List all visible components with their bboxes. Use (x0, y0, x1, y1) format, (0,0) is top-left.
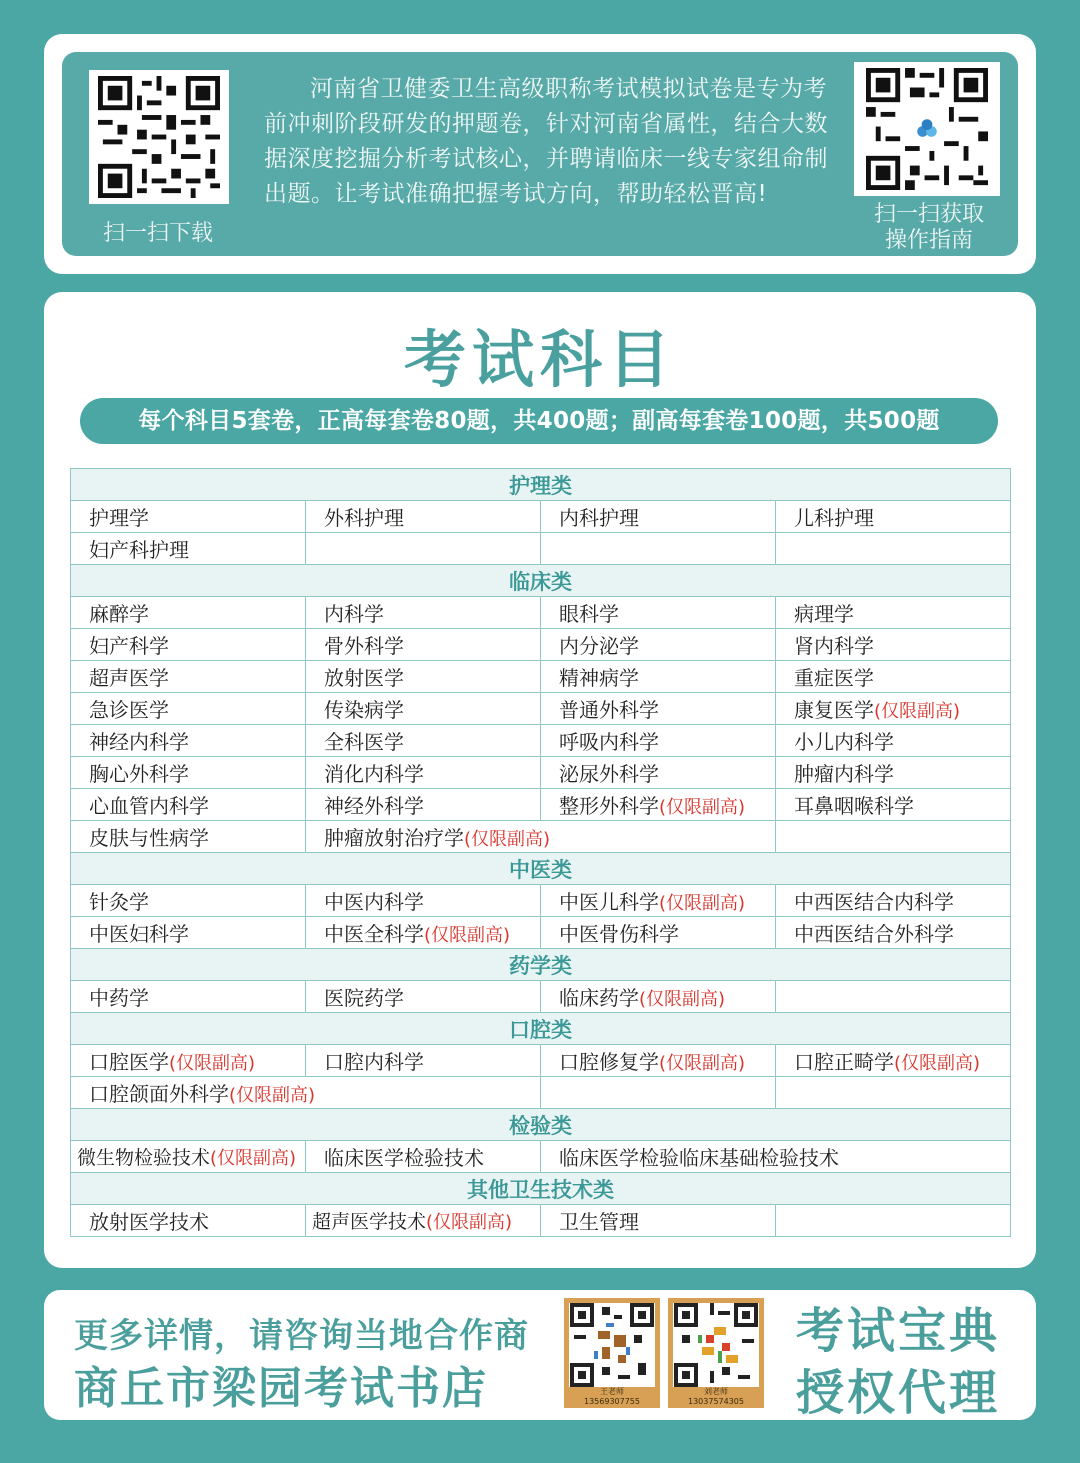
subject-name: 中医儿科学 (559, 890, 659, 914)
subject-name: 耳鼻咽喉科学 (794, 794, 914, 818)
subject-name: 超声医学技术 (312, 1211, 427, 1233)
subject-cell (776, 725, 1011, 757)
table-row (71, 789, 1011, 821)
agent-label: 授权代理 (796, 1365, 1001, 1421)
subject-cell (541, 501, 776, 533)
subject-name: 口腔修复学 (559, 1050, 659, 1074)
subject-cell (541, 1077, 776, 1109)
subject-cell (776, 533, 1011, 565)
subject-cell (71, 821, 306, 853)
table-row (71, 1077, 1011, 1109)
subject-cell (541, 725, 776, 757)
subject-name: 消化内科学 (324, 762, 424, 786)
category-title: 临床类 (71, 565, 1011, 597)
qr-code-icon (95, 76, 223, 198)
table-row (71, 757, 1011, 789)
subject-cell (71, 725, 306, 757)
subject-name: 超声医学 (89, 666, 169, 690)
subject-name: 胸心外科学 (89, 762, 189, 786)
subject-cell (306, 1205, 541, 1237)
subject-cell (306, 917, 541, 949)
subject-cell (71, 789, 306, 821)
subject-cell (776, 757, 1011, 789)
subject-cell (541, 757, 776, 789)
authorization-text (796, 1300, 1000, 1424)
guide-qr-caption (844, 202, 1014, 254)
subject-cell (541, 693, 776, 725)
subject-name: 中医全科学 (324, 922, 424, 946)
subject-cell (306, 501, 541, 533)
subject-cell (71, 597, 306, 629)
subject-name: 儿科护理 (794, 506, 874, 530)
subject-name: 中医内科学 (324, 890, 424, 914)
subject-cell (776, 1077, 1011, 1109)
subject-name: 内科护理 (559, 506, 639, 530)
deputy-senior-only-note: (仅限副高) (659, 1053, 746, 1074)
subject-cell (776, 597, 1011, 629)
category-title: 其他卫生技术类 (71, 1173, 1011, 1205)
table-row (71, 629, 1011, 661)
intro-panel (62, 52, 1018, 256)
subject-cell (306, 661, 541, 693)
table-row (71, 885, 1011, 917)
subject-name: 整形外科学 (559, 794, 659, 818)
dealer-name: 商丘市梁园考试书店 (74, 1363, 488, 1414)
subject-cell (306, 629, 541, 661)
subject-name: 中医妇科学 (89, 922, 189, 946)
contact-qr-card-1[interactable] (564, 1298, 660, 1408)
guide-qr-caption-line1: 扫一扫获取 (873, 202, 984, 227)
table-row (71, 533, 1011, 565)
subject-cell (541, 629, 776, 661)
subject-name: 普通外科学 (559, 698, 659, 722)
subject-name: 传染病学 (324, 698, 404, 722)
table-row (71, 1141, 1011, 1173)
subject-cell (306, 597, 541, 629)
contact-phone: 13037574305 (688, 1397, 744, 1406)
subject-cell (776, 693, 1011, 725)
category-title: 药学类 (71, 949, 1011, 981)
download-qr-code[interactable] (89, 70, 229, 204)
subject-cell (71, 1205, 306, 1237)
download-qr-caption: 扫一扫下载 (102, 221, 213, 246)
subject-cell (541, 597, 776, 629)
table-row (71, 821, 1011, 853)
subject-cell (306, 981, 541, 1013)
table-row (71, 661, 1011, 693)
subject-name: 全科医学 (324, 730, 404, 754)
subjects-card (44, 292, 1036, 1268)
subject-cell (541, 981, 776, 1013)
guide-qr-caption-line2: 操作指南 (884, 228, 973, 253)
subject-name: 临床医学检验技术 (324, 1146, 484, 1170)
subject-name: 重症医学 (794, 666, 874, 690)
subject-cell (776, 789, 1011, 821)
contact-qr-code (569, 1303, 655, 1387)
subject-cell (541, 1141, 1011, 1173)
subject-name: 口腔内科学 (324, 1050, 424, 1074)
subject-cell (776, 1045, 1011, 1077)
table-row (71, 981, 1011, 1013)
top-card (44, 34, 1036, 274)
deputy-senior-only-note: (仅限副高) (894, 1053, 981, 1074)
subject-name: 神经内科学 (89, 730, 189, 754)
subject-name: 皮肤与性病学 (89, 826, 209, 850)
contact-prompt: 更多详情，请咨询当地合作商 (74, 1316, 529, 1356)
subject-name: 中西医结合内科学 (794, 890, 954, 914)
subject-cell (306, 757, 541, 789)
deputy-senior-only-note: (仅限副高) (874, 701, 961, 722)
category-title: 检验类 (71, 1109, 1011, 1141)
deputy-senior-only-note: (仅限副高) (659, 797, 746, 818)
subject-name: 卫生管理 (559, 1210, 639, 1234)
qr-code-icon (860, 68, 994, 190)
subject-name: 临床药学 (559, 986, 639, 1010)
subject-cell (776, 981, 1011, 1013)
table-row (71, 1045, 1011, 1077)
deputy-senior-only-note: (仅限副高) (169, 1053, 256, 1074)
subject-cell (306, 725, 541, 757)
subject-cell (541, 533, 776, 565)
subject-name: 中西医结合外科学 (794, 922, 954, 946)
subject-cell (71, 981, 306, 1013)
subjects-table-body (71, 469, 1011, 1237)
table-row (71, 597, 1011, 629)
subject-name: 急诊医学 (89, 698, 169, 722)
subject-name: 中医骨伤科学 (559, 922, 679, 946)
subject-cell (71, 1141, 306, 1173)
deputy-senior-only-note: (仅限副高) (659, 893, 746, 914)
category-title: 口腔类 (71, 1013, 1011, 1045)
subject-name: 外科护理 (324, 506, 404, 530)
subject-name: 神经外科学 (324, 794, 424, 818)
subject-cell (541, 1045, 776, 1077)
subject-name: 口腔正畸学 (794, 1050, 894, 1074)
subject-cell (71, 885, 306, 917)
subject-cell (541, 661, 776, 693)
table-row (71, 725, 1011, 757)
category-header-row (71, 1013, 1011, 1045)
subject-name: 病理学 (794, 602, 854, 626)
subject-cell (776, 821, 1011, 853)
subject-name: 小儿内科学 (794, 730, 894, 754)
category-title: 护理类 (71, 469, 1011, 501)
subject-name: 眼科学 (559, 602, 619, 626)
subject-name: 妇产科学 (89, 634, 169, 658)
subject-name: 口腔医学 (89, 1050, 169, 1074)
qr-code-icon (673, 1303, 759, 1387)
subject-cell (541, 917, 776, 949)
subject-cell (71, 661, 306, 693)
subject-cell (776, 1205, 1011, 1237)
contact-name: 王老师 (600, 1387, 624, 1396)
subject-cell (71, 533, 306, 565)
subject-name: 中药学 (89, 986, 149, 1010)
subject-name: 内分泌学 (559, 634, 639, 658)
subject-cell (306, 1141, 541, 1173)
subject-name: 口腔颌面外科学 (89, 1082, 229, 1106)
category-header-row (71, 1173, 1011, 1205)
deputy-senior-only-note: (仅限副高) (464, 829, 551, 850)
category-header-row (71, 469, 1011, 501)
subject-cell (776, 917, 1011, 949)
guide-qr-code[interactable] (854, 62, 1000, 196)
table-row (71, 917, 1011, 949)
table-row (71, 1205, 1011, 1237)
category-title: 中医类 (71, 853, 1011, 885)
category-header-row (71, 565, 1011, 597)
contact-phone: 13569307755 (584, 1397, 640, 1406)
subject-name: 医院药学 (324, 986, 404, 1010)
deputy-senior-only-note: (仅限副高) (426, 1212, 513, 1233)
category-header-row (71, 1109, 1011, 1141)
subject-name: 放射医学 (324, 666, 404, 690)
subject-name: 放射医学技术 (89, 1210, 209, 1234)
subject-name: 精神病学 (559, 666, 639, 690)
subject-cell (776, 629, 1011, 661)
subject-cell (71, 1045, 306, 1077)
subject-cell (306, 821, 776, 853)
subject-cell (306, 885, 541, 917)
subject-name: 肾内科学 (794, 634, 874, 658)
subject-name: 骨外科学 (324, 634, 404, 658)
subject-name: 微生物检验技术 (77, 1147, 211, 1169)
subject-name: 妇产科护理 (89, 538, 189, 562)
subject-cell (541, 885, 776, 917)
subject-cell (71, 629, 306, 661)
qr-code-icon (569, 1303, 655, 1387)
subject-cell (306, 693, 541, 725)
deputy-senior-only-note: (仅限副高) (639, 989, 726, 1010)
table-row (71, 693, 1011, 725)
subject-cell (541, 1205, 776, 1237)
contact-qr-card-2[interactable] (668, 1298, 764, 1408)
subjects-table-wrapper (70, 468, 1010, 1237)
subject-cell (71, 1077, 541, 1109)
subject-name: 肿瘤内科学 (794, 762, 894, 786)
intro-text: 河南省卫健委卫生高级职称考试模拟试卷是专为考前冲刺阶段研发的押题卷，针对河南省属性，结合大数据深度挖掘分析考试核心，并聘请临床一线专家组命制出题。让考试准确把握考试方向，帮助轻松晋高! (264, 76, 828, 207)
subject-name: 内科学 (324, 602, 384, 626)
subject-name: 呼吸内科学 (559, 730, 659, 754)
table-row (71, 501, 1011, 533)
exam-info-banner: 每个科目5套卷，正高每套卷80题，共400题；副高每套卷100题，共500题 (80, 398, 998, 444)
deputy-senior-only-note: (仅限副高) (210, 1148, 297, 1169)
subject-cell (71, 501, 306, 533)
subjects-table (70, 468, 1011, 1237)
subject-cell (306, 533, 541, 565)
deputy-senior-only-note: (仅限副高) (424, 925, 511, 946)
subject-cell (776, 885, 1011, 917)
subject-name: 泌尿外科学 (559, 762, 659, 786)
subject-cell (776, 661, 1011, 693)
subject-name: 康复医学 (794, 698, 874, 722)
contact-name: 刘老师 (704, 1387, 728, 1396)
subject-cell (306, 789, 541, 821)
subject-cell (71, 757, 306, 789)
subject-cell (71, 693, 306, 725)
category-header-row (71, 853, 1011, 885)
subject-name: 护理学 (89, 506, 149, 530)
dealer-card (44, 1290, 1036, 1420)
subject-name: 针灸学 (89, 890, 149, 914)
subject-name: 心血管内科学 (89, 794, 209, 818)
subject-cell (541, 789, 776, 821)
subject-cell (776, 501, 1011, 533)
subject-name: 麻醉学 (89, 602, 149, 626)
subject-name: 临床医学检验临床基础检验技术 (559, 1146, 839, 1170)
subject-name: 肿瘤放射治疗学 (324, 826, 464, 850)
category-header-row (71, 949, 1011, 981)
subject-cell (306, 1045, 541, 1077)
page-title: 考试科目 (403, 323, 676, 396)
deputy-senior-only-note: (仅限副高) (229, 1085, 316, 1106)
brand-name: 考试宝典 (796, 1303, 1001, 1359)
subject-cell (71, 917, 306, 949)
contact-qr-code (673, 1303, 759, 1387)
